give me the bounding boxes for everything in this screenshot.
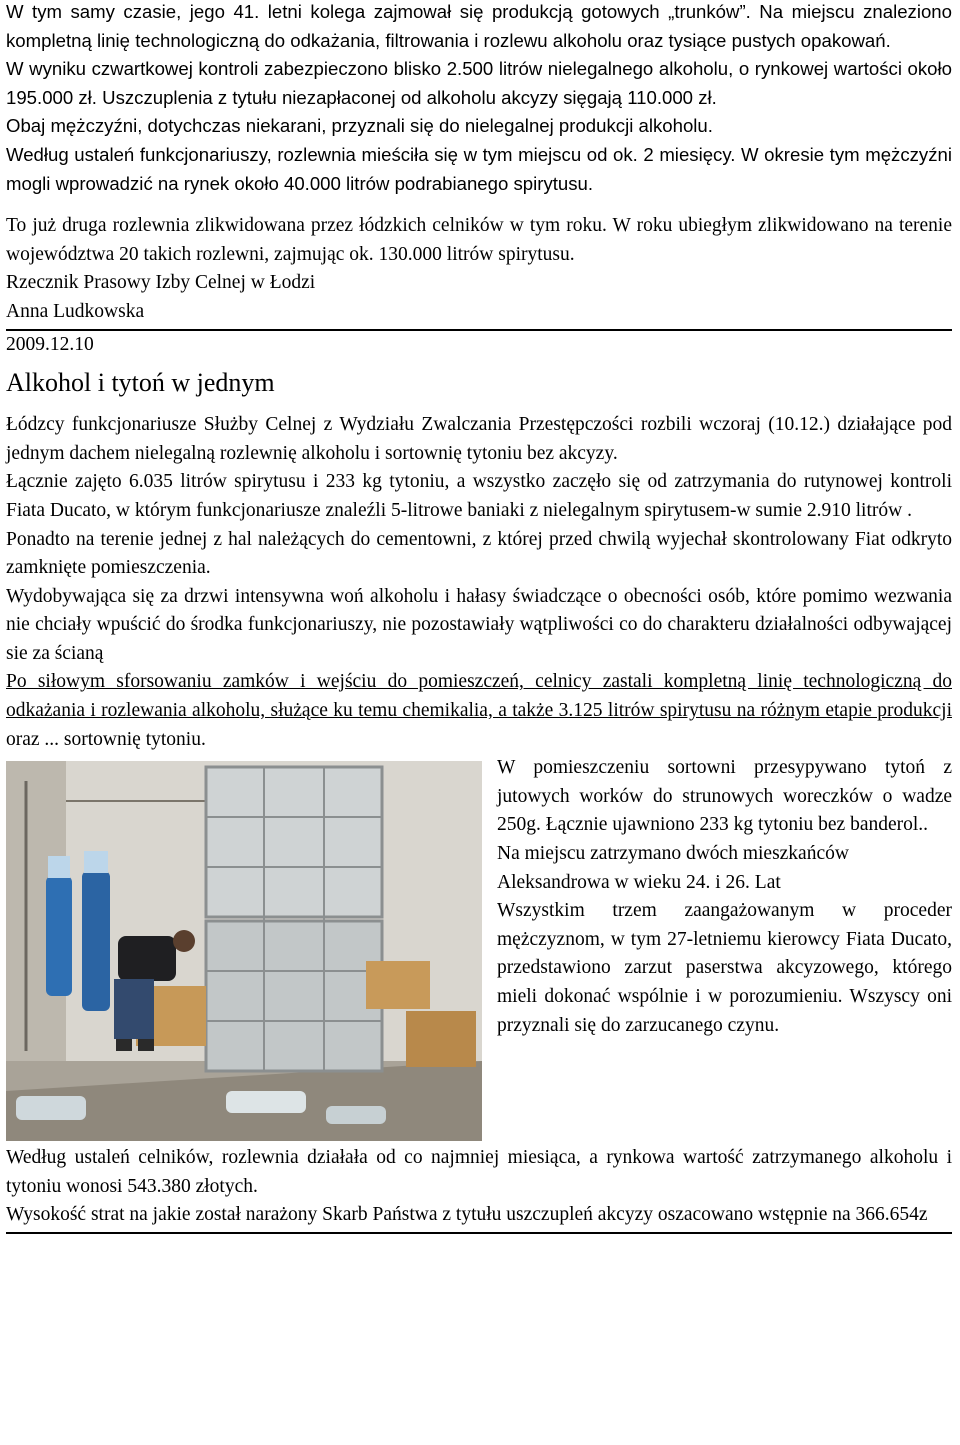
side-column (497, 754, 952, 1040)
article-paragraph-1: Łódzcy funkcjonariusze Służby Celnej z Wydziału Zwalczania Przestępczości rozbili wczoraj (10.12.) działające pod jednym dachem nielegalną rozlewnię alkoholu i sortownię tytoniu bez akcyzy. (6, 414, 952, 464)
article-paragraph-4: Wydobywająca się za drzwi intensywna woń alkoholu i hałasy świadczące o obecności osób, które pomimo wezwania nie chciały wpuścić do środka funkcjonariuszy, nie pozostawiały wątpliwości co do charakteru działalności odbywającej sie za ścianą (6, 585, 952, 664)
paragraph-5-rest: oraz ... sortownię tytoniu. (6, 728, 206, 750)
side-paragraph-1: W pomieszczeniu sortowni przesypywano tytoń z jutowych worków do strunowych woreczków o wadze 250g. Łącznie ujawniono 233 kg tytoniu bez banderol.. (497, 757, 952, 836)
signature-name: Anna Ludkowska (6, 300, 145, 322)
summary-paragraph: To już druga rozlewnia zlikwidowana przez łódzkich celników w tym roku. W roku ubiegłym zlikwidowano na terenie województwa 20 takich rozlewni, zajmując ok. 130.000 litrów spirytusu. (6, 215, 952, 265)
side-paragraph-3: Wszystkim trzem zaangażowanym w proceder mężczyznom, w tym 27-letniemu kierowcy Fiata Ducato, przedstawiono zarzut paserstwa akcyzowego, którego mieli dokonać wspólnie i w porozumieniu. Wszyscy oni przyznali się do zarzucanego czynu. (497, 900, 952, 1036)
article-title: Alkohol i tytoń w jednym (6, 368, 275, 398)
side-paragraph-2: Na miejscu zatrzymano dwóch mieszkańców Aleksandrowa w wieku 24. i 26. Lat (497, 843, 849, 893)
intro-paragraph-2: W wyniku czwartkowej kontroli zabezpieczono blisko 2.500 litrów nielegalnego alkoholu, o rynkowej wartości około 195.000 zł. Uszczuplenia z tytułu niezapłaconej od alkoholu akcyzy sięgają 110.000 zł. (6, 58, 952, 108)
signature-role: Rzecznik Prasowy Izby Celnej w Łodzi (6, 272, 316, 294)
article-paragraph-5 (6, 668, 952, 754)
intro-paragraph-1: W tym samy czasie, jego 41. letni kolega zajmował się produkcją gotowych „trunków”. Na miejscu znaleziono kompletną linię technologiczną do odkażania, filtrowania i rozlewu alkoholu oraz tysiące pustych opakowań. (6, 1, 952, 51)
intro-paragraph-4: Według ustaleń funkcjonariuszy, rozlewnia mieściła się w tym miejscu od ok. 2 miesięcy. W okresie tym mężczyźni mogli wprowadzić na rynek około 40.000 litrów podrabianego spirytusu. (6, 143, 952, 194)
figure-row (6, 754, 952, 1144)
document-page (6, 0, 952, 1234)
underlined-text: Po siłowym sforsowaniu zamków i wejściu do pomieszczeń, celnicy zastali kompletną linię technologiczną do odkażania i rozlewania alkoholu, służące ku temu chemikalia, a także 3.125 litrów spirytusu na różnym etapie produkcji (6, 671, 952, 722)
article-paragraph-6: Według ustaleń celników, rozlewnia działała od co najmniej miesiąca, a rynkowa wartość zatrzymanego alkoholu i tytoniu wonosi 543.380 złotych. (6, 1147, 952, 1197)
bottom-divider (6, 1232, 952, 1234)
photo-illustration (6, 761, 482, 1141)
intro-paragraph-3: Obaj mężczyźni, dotychczas niekarani, przyznali się do nielegalnej produkcji alkoholu. (6, 115, 713, 137)
article-date: 2009.12.10 (6, 333, 94, 355)
article-paragraph-2: Łącznie zajęto 6.035 litrów spirytusu i 233 kg tytoniu, a wszystko zaczęło się od zatrzymania do rutynowej kontroli Fiata Ducato, w którym funkcjonariusze znaleźli 5-litrowe baniaki z nielegalnym spirytusem-w sumie 2.910 litrów . (6, 471, 952, 521)
warehouse-photo (6, 761, 482, 1141)
article-paragraph-3: Ponadto na terenie jednej z hal należących do cementowni, z której przed chwilą wyjechał skontrolowany Fiat odkryto zamknięte pomieszczenia. (6, 528, 952, 579)
article-paragraph-7: Wysokość strat na jakie został narażony Skarb Państwa z tytułu uszczupleń akcyzy oszacowano wstępnie na 366.654z (6, 1204, 928, 1226)
